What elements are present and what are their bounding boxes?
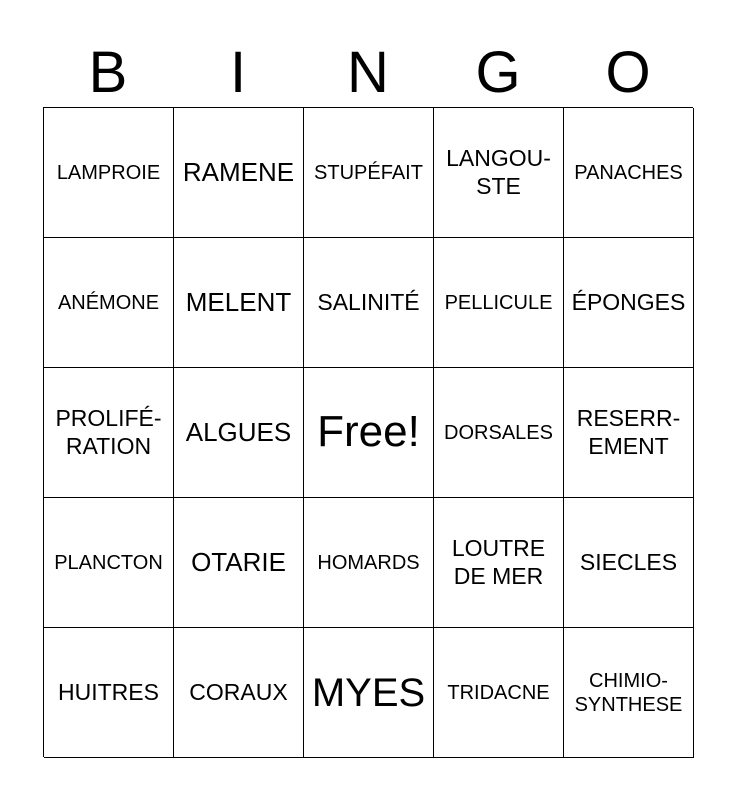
bingo-cell[interactable] [44, 368, 174, 498]
bingo-cell[interactable] [304, 108, 434, 238]
cell-text: HUITRES [58, 678, 159, 705]
bingo-cell[interactable] [304, 628, 434, 758]
cell-text: CORAUX [189, 678, 288, 705]
bingo-cell[interactable] [434, 108, 564, 238]
header-letter-n: N [347, 40, 389, 105]
bingo-cell[interactable] [434, 498, 564, 628]
cell-text: RESERR- EMENT [576, 404, 681, 459]
header-letter-i: I [229, 40, 247, 105]
header-letter-g: G [475, 40, 521, 105]
cell-text: LANGOU- STE [446, 144, 551, 199]
cell-text: SALINITÉ [317, 288, 420, 315]
cell-text: MYES [311, 670, 426, 715]
bingo-cell[interactable] [44, 628, 174, 758]
cell-text: MELENT [185, 286, 292, 317]
bingo-cell[interactable] [174, 108, 304, 238]
cell-text: OTARIE [191, 546, 286, 577]
header-letter-o: O [605, 40, 651, 105]
free-space-text: Free! [317, 407, 420, 457]
cell-text: STUPÉFAIT [314, 161, 423, 184]
cell-text: LOUTRE DE MER [451, 534, 546, 589]
bingo-cell[interactable] [564, 498, 694, 628]
cell-text: PANACHES [574, 161, 683, 184]
cell-text: TRIDACNE [447, 681, 550, 704]
bingo-cell[interactable] [564, 238, 694, 368]
bingo-cell[interactable] [44, 238, 174, 368]
cell-text: PELLICULE [444, 291, 553, 314]
bingo-cell[interactable] [304, 238, 434, 368]
cell-text: CHIMIO- SYNTHESE [574, 669, 683, 716]
bingo-cell[interactable] [174, 238, 304, 368]
bingo-cell[interactable] [434, 368, 564, 498]
bingo-cell[interactable] [174, 628, 304, 758]
bingo-cell[interactable] [564, 368, 694, 498]
header-letter-b: B [88, 40, 128, 105]
bingo-cell[interactable] [564, 628, 694, 758]
bingo-cell[interactable] [174, 498, 304, 628]
bingo-cell[interactable] [434, 628, 564, 758]
cell-text: SIECLES [579, 548, 678, 575]
cell-text: PROLIFÉ- RATION [55, 404, 162, 459]
bingo-board [43, 107, 693, 757]
cell-text: PLANCTON [54, 551, 163, 574]
cell-text: LAMPROIE [56, 161, 161, 184]
bingo-cell[interactable] [44, 108, 174, 238]
cell-text: RAMENE [182, 156, 295, 187]
bingo-cell[interactable] [564, 108, 694, 238]
cell-text: DORSALES [444, 421, 553, 444]
cell-text: ANÉMONE [57, 291, 160, 314]
bingo-cell[interactable] [44, 498, 174, 628]
bingo-cell[interactable] [434, 238, 564, 368]
bingo-cell[interactable] [304, 498, 434, 628]
bingo-cell[interactable] [174, 368, 304, 498]
cell-text: ÉPONGES [571, 288, 686, 315]
bingo-header [43, 38, 693, 108]
bingo-free-cell[interactable] [304, 368, 434, 498]
cell-text: ALGUES [185, 416, 292, 447]
cell-text: HOMARDS [317, 551, 420, 574]
